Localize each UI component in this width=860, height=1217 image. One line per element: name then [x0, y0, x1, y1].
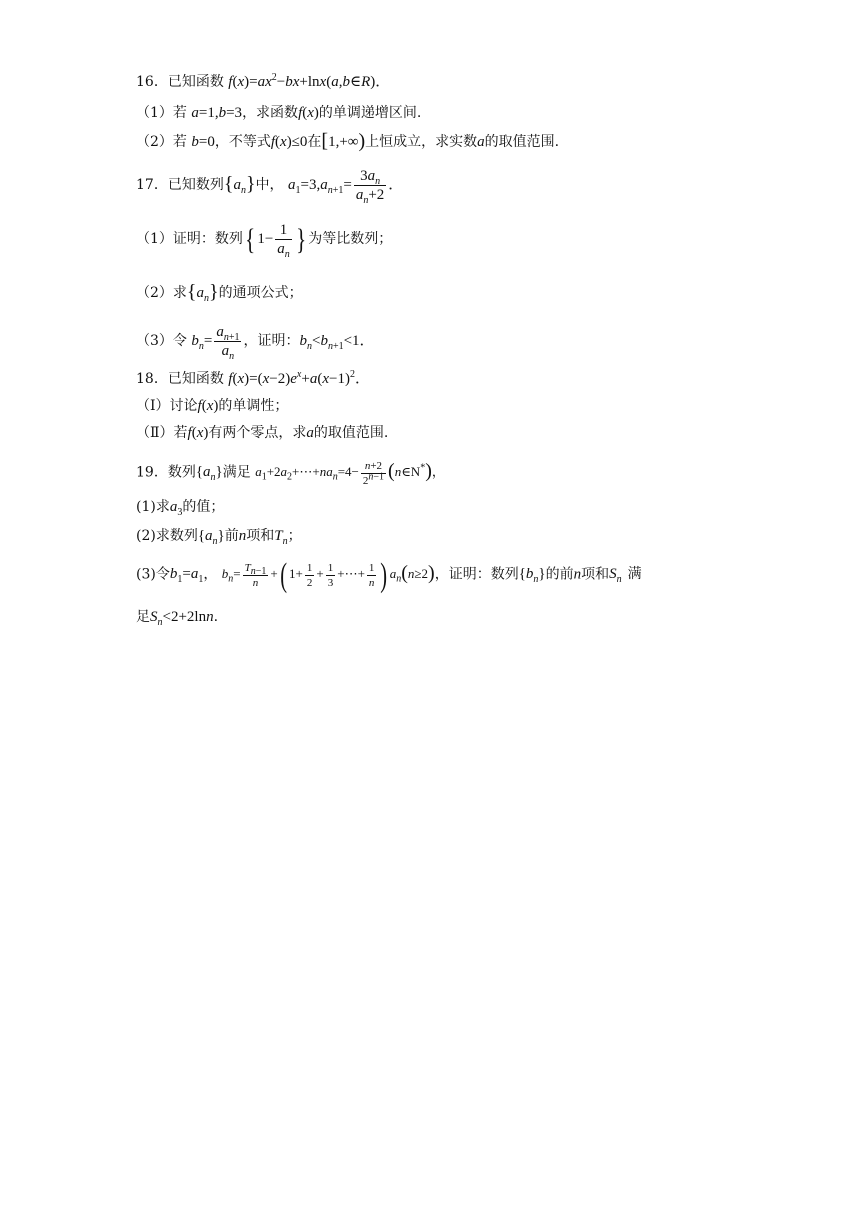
- problem-19-part-3-cont: 足$S_n<2+2\ln n$.: [136, 609, 219, 628]
- problem-18-part-1: （Ⅰ）讨论f(x)的单调性；: [136, 398, 289, 414]
- problem-18-part-2: （Ⅱ）若f(x)有两个零点，求a的取值范围.: [136, 425, 389, 441]
- problem-16-stem: 16．已知函数 $f(x)=ax^2-bx+\ln x(a,b\in R)$．: [136, 72, 391, 90]
- problem-19-part-3: (3)令$b_1=a_1$， $b_n=$ $\frac{T_{n-1}}{n}$ +( 1+ $\frac{1}{2}$ + $\frac{1}{3}$ +⋯+ $\frac{1}{n}$ ) $a_n(n\ge 2)$，证明：数列$\{b_n\}$的前n项和$S_n$ 满: [136, 556, 642, 594]
- problem-17-part-3: （3）令 $b_n=$ $\frac{a_{n+1}}{a_n}$ ，证明：$b_n<b_{n+1}<1$．: [136, 324, 375, 362]
- problem-17-part-1: （1）证明：数列{ 1− $\frac{1}{a_n}$ } 为等比数列；: [136, 222, 393, 260]
- problem-19-part-2: (2)求数列$\{a_n\}$前n项和$T_n$；: [136, 528, 302, 547]
- problem-17-stem: 17．已知数列$\{a_n\}$中， $a_1=3,a_{n+1}=$ $\frac{3a_n}{a_n+2}$ ．: [136, 168, 404, 206]
- problem-number: 18．: [136, 371, 168, 387]
- problem-19-part-1: (1)求$a_3$的值；: [136, 499, 225, 518]
- function-definition: $f(x)=ax^2-bx+\ln x(a,b\in R)$．: [228, 72, 391, 90]
- problem-16-part-1: （1）若 a=1,b=3，求函数f(x)的单调递增区间.: [136, 105, 422, 121]
- problem-17-part-2: （2）求$\{a_n\}$的通项公式；: [136, 281, 303, 304]
- problem-number: 17．: [136, 176, 168, 193]
- problem-18-stem: 18．已知函数 $f(x)=(x-2)e^x+a(x-1)^2$．: [136, 369, 370, 387]
- problem-number: 19．: [136, 464, 168, 481]
- recurrence: $a_1=3,a_{n+1}=$ $\frac{3a_n}{a_n+2}$ ．: [288, 168, 404, 206]
- problem-16-part-2: （2）若 b=0，不等式f(x)≤0在[1,+∞)上恒成立，求实数a的取值范围.: [136, 130, 560, 152]
- problem-number: 16．: [136, 74, 168, 90]
- problem-19-stem: 19．数列$\{a_n\}$满足 $a_1+2a_2+\cdots+na_n=4-$ $\frac{n+2}{2^{n-1}}$ (n∈N*)，: [136, 460, 445, 487]
